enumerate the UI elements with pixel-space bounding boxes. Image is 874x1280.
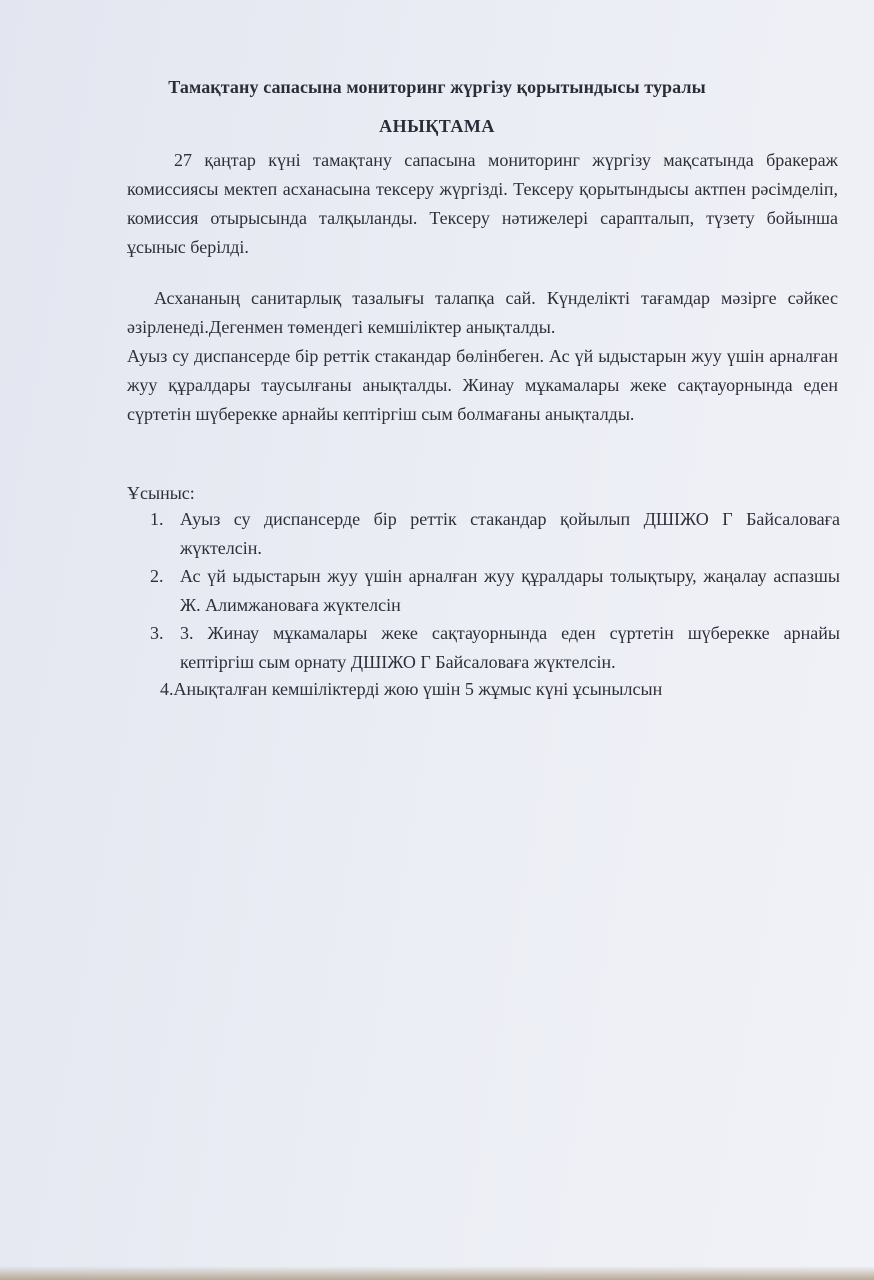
recommendation-text: 3. Жинау мұкамалары жеке сақтауорнында еден сүртетін шүберекке арнайы кептіргіш сым орнату ДШІЖО Г Байсаловаға жүктелсін. [180, 623, 840, 672]
recommendation-number: 2. [150, 566, 164, 586]
recommendation-text: Ауыз су диспансерде бір реттік стакандар қойылып ДШІЖО Г Байсаловаға жүктелсін. [180, 509, 840, 558]
page-bottom-edge [0, 1266, 874, 1280]
recommendation-number: 1. [150, 509, 164, 529]
findings-summary-text: Асхананың санитарлық тазалығы талапқа сай. Күнделікті тағамдар мәзірге сәйкес әзірленеді.Дегенмен төмендегі кемшіліктер анықталды. [127, 288, 838, 337]
final-recommendation: 4.Анықталған кемшіліктерді жою үшін 5 жұмыс күні ұсынылсын [160, 679, 663, 699]
recommendation-text: Ас үй ыдыстарын жуу үшін арналған жуу құралдары толықтыру, жаңалау аспазшы Ж. Алимжановаға жүктелсін [180, 566, 840, 615]
findings-details-text: Ауыз су диспансерде бір реттік стакандар бөлінбеген. Ас үй ыдыстарын жуу үшін арналған жуу құралдары таусылғаны анықталды. Жинау мұкамалары жеке сақтауорнында еден сүртетін шүберекке арнайы кептіргіш сым болмағаны анықталды. [127, 346, 838, 424]
recommendation-number: 3. [150, 623, 164, 643]
recommendation-item [150, 619, 840, 677]
intro-paragraph [127, 146, 838, 262]
recommendation-item [150, 505, 840, 563]
intro-paragraph-text: 27 қаңтар күні тамақтану сапасына мониторинг жүргізу мақсатында бракераж комиссиясы мектеп асханасына тексеру жүргізді. Тексеру қорытындысы актпен рәсімделіп, комиссия отырысында талқыланды. Тексеру нәтижелері сарапталып, түзету бойынша ұсыныс берілді. [127, 150, 838, 257]
recommendation-item [150, 562, 840, 620]
recommendations-heading: Ұсыныс: [127, 483, 195, 503]
findings-paragraph [127, 284, 838, 429]
document-subtitle: АНЫҚТАМА [379, 116, 495, 136]
document-title: Тамақтану сапасына мониторинг жүргізу қорытындысы туралы [168, 77, 706, 97]
